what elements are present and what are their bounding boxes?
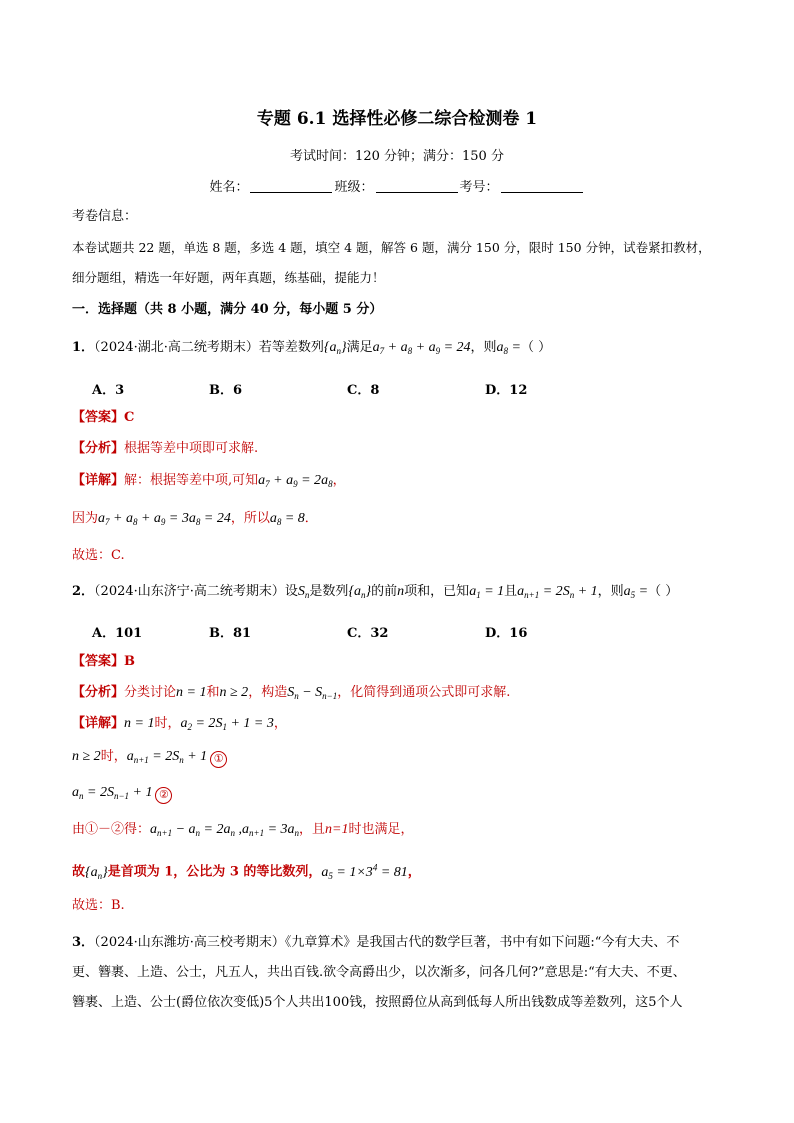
detail-text: 由①－②得： — [72, 822, 151, 837]
answer-line-2 — [72, 652, 722, 672]
question-source: （2024·山东济宁·高二统考期末） — [94, 584, 285, 599]
detail-text: 因为 — [72, 511, 99, 526]
conclusion-line-1: 故选：C. — [72, 548, 125, 563]
math-eq: $a_8$ = — [496, 340, 521, 356]
answer-value: C — [124, 410, 135, 425]
notice-heading: 考卷信息： — [72, 209, 138, 224]
question-3-line-3: 簪裹、上造、公士(爵位依次变低)5个人共出100钱，按照爵位从高到低每人所出钱数成等差数列，这5个人 — [72, 995, 683, 1010]
stem-text: 且 — [504, 584, 518, 599]
analysis-line-1 — [72, 439, 722, 459]
stem-text: 若等差数列 — [258, 340, 324, 355]
question-2-stem — [72, 582, 722, 605]
math-eq: $a_5$ = — [623, 584, 649, 600]
number-blank — [501, 178, 583, 193]
detail-tag: 【详解】 — [72, 716, 125, 731]
analysis-tag: 【分析】 — [72, 685, 125, 700]
detail-text: 时， — [154, 716, 181, 731]
math-seq: $\{a_n\}$ — [85, 864, 108, 881]
detail-text: 是首项为 1，公比为 3 的等比数列， — [107, 864, 322, 880]
question-source: （2024·湖北·高二统考期末） — [94, 340, 259, 355]
detail-text: ，所以 — [230, 511, 270, 526]
detail-line-7 — [72, 857, 722, 886]
analysis-text: ，构造 — [248, 685, 288, 700]
detail-text: ． — [304, 511, 318, 526]
stem-text: 满足 — [346, 340, 373, 355]
math-n: n — [397, 584, 405, 599]
stem-text: （ ） — [648, 584, 679, 599]
detail-text: ，且 — [299, 822, 326, 837]
detail-line-3 — [72, 714, 722, 737]
math-sn: $S_n$ — [297, 584, 310, 600]
question-source: （2024·山东潍坊·高三校考期末） — [94, 935, 285, 950]
detail-text: n=1 — [325, 822, 349, 837]
question-number: 2． — [72, 584, 95, 599]
math-eq: $a_5 = 1\times 3^4 = 81$ — [321, 862, 408, 881]
conclusion-line-2: 故选：B. — [72, 898, 125, 913]
option-a: A．3 — [92, 383, 125, 398]
notice-line-1: 本卷试题共 22 题，单选 8 题，多选 4 题，填空 4 题，解答 6 题，满分 150 分，限时 150 分钟，试卷紧扣教材， — [72, 240, 711, 255]
option-c: C．8 — [347, 383, 380, 398]
math-seq: $\{a_n\}$ — [323, 340, 347, 356]
math-eq: $a_{n+1} - a_n = 2a_n$ $,a_{n+1} = 3a_n$ — [150, 822, 300, 838]
analysis-line-2 — [72, 683, 722, 706]
math-eq: $a_7 + a_8 + a_9 = 24$ — [372, 340, 471, 356]
option-b: B．6 — [209, 383, 243, 398]
detail-line-2 — [72, 509, 722, 532]
math-eq: $a_2 = 2S_1 + 1 = 3$ — [180, 716, 274, 732]
math-eq: $a_1 = 1$ — [469, 584, 505, 600]
answer-tag: 【答案】 — [72, 654, 125, 669]
circled-two-marker: ② — [155, 787, 172, 804]
section-heading: 一．选择题（共 8 小题，满分 40 分，每小题 5 分） — [72, 302, 383, 317]
question-number: 1． — [72, 340, 95, 355]
analysis-text: 分类讨论 — [124, 685, 177, 700]
student-info-row — [0, 176, 794, 195]
stem-text: 设 — [284, 584, 298, 599]
name-blank — [250, 178, 332, 193]
number-label: 考号： — [459, 180, 499, 195]
math-eq: n ≥ 2 — [219, 685, 249, 700]
stem-text: 的前 — [371, 584, 398, 599]
circled-one-marker: ① — [210, 751, 227, 768]
detail-text: 解：根据等差中项,可知 — [124, 473, 259, 488]
detail-text: ， — [332, 473, 346, 488]
math-eq: $a_{n+1} = 2S_n + 1$ — [126, 749, 208, 765]
analysis-text: 和 — [206, 685, 220, 700]
math-eq: n ≥ 2 — [72, 749, 101, 764]
math-eq: n = 1 — [124, 716, 155, 731]
stem-text: ，则 — [470, 340, 497, 355]
stem-text: ，则 — [597, 584, 624, 599]
math-eq: $a_8 = 8$ — [269, 511, 305, 527]
option-a: A．101 — [92, 626, 143, 641]
detail-line-5 — [72, 783, 722, 806]
stem-text: （ ） — [520, 340, 552, 355]
detail-line-4 — [72, 747, 722, 770]
math-eq: $a_{n+1} = 2S_n + 1$ — [517, 584, 598, 600]
math-eq: n = 1 — [176, 685, 207, 700]
option-b: B．81 — [209, 626, 252, 641]
analysis-text: ，化简得到通项公式即可求解. — [337, 685, 511, 700]
detail-line-1 — [72, 471, 722, 494]
stem-text: 是数列 — [309, 584, 349, 599]
detail-text: ， — [407, 864, 421, 880]
option-d: D．16 — [485, 626, 528, 641]
answer-tag: 【答案】 — [72, 410, 125, 425]
detail-line-6 — [72, 820, 722, 843]
option-d: D．12 — [485, 383, 528, 398]
detail-text: 时也满足， — [348, 822, 414, 837]
detail-tag: 【详解】 — [72, 473, 125, 488]
exam-info: 考试时间：120 分钟；满分：150 分 — [290, 149, 504, 164]
answer-value: B — [124, 654, 136, 669]
page-title: 专题 6.1 选择性必修二综合检测卷 1 — [256, 109, 538, 129]
class-label: 班级： — [334, 180, 374, 195]
detail-text: ， — [273, 716, 287, 731]
question-number: 3． — [72, 935, 95, 950]
math-eq: $a_7 + a_9 = 2a_8$ — [258, 473, 333, 489]
analysis-tag: 【分析】 — [72, 441, 125, 456]
question-3-line-2: 更、簪裹、上造、公士，凡五人，共出百钱.欲令高爵出少，以次渐多，问各几何?”意思是:“有大夫、不更、 — [72, 965, 686, 980]
stem-text: 项和，已知 — [404, 584, 470, 599]
notice-line-2: 细分题组，精选一年好题，两年真题，练基础，提能力！ — [72, 270, 385, 285]
detail-text: 故 — [72, 864, 86, 880]
detail-text: 时， — [100, 749, 127, 764]
class-blank — [376, 178, 458, 193]
math-seq: $\{a_n\}$ — [348, 584, 372, 600]
option-c: C．32 — [347, 626, 389, 641]
answer-line-1 — [72, 408, 722, 428]
math-eq: $S_n - S_{n-1}$ — [287, 685, 338, 701]
question-1-stem — [72, 338, 722, 361]
analysis-text: 根据等差中项即可求解. — [124, 441, 259, 456]
question-3-line-1 — [72, 933, 722, 953]
name-label: 姓名： — [209, 180, 249, 195]
math-eq: $a_n = 2S_{n-1} + 1$ — [72, 785, 153, 801]
stem-text: 《九章算术》是我国古代的数学巨著，书中有如下问题:“今有大夫、不 — [284, 935, 680, 950]
math-eq: $a_7 + a_8 + a_9 = 3a_8 = 24$ — [98, 511, 231, 527]
